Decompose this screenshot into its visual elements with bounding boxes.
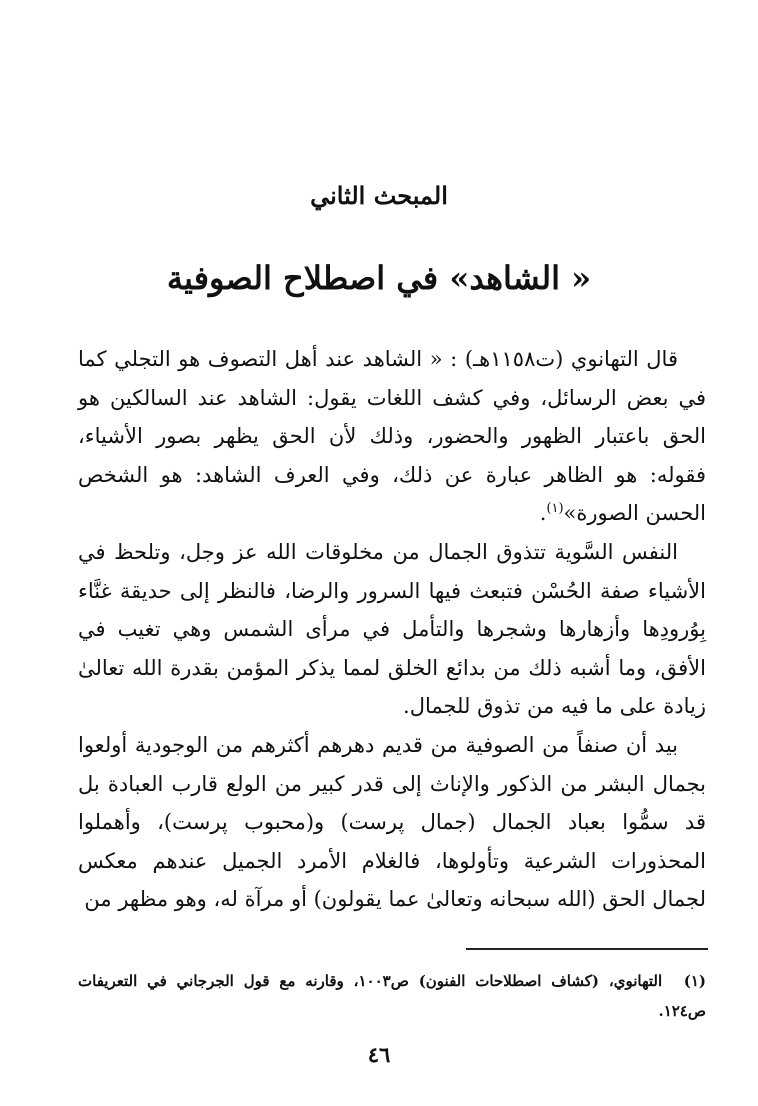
chapter-heading: المبحث الثاني (310, 181, 448, 210)
main-text (78, 340, 706, 919)
paragraph (78, 340, 706, 533)
paragraph: بيد أن صنفاً من الصوفية من قديم دهرهم أكثرهم من الوجودية أولعوا بجمال البشر من الذكور والإناث إلى قدر كبير من الولع قارب العبادة بل قد سمُّوا بعباد الجمال (جمال پرست) و(محبوب پرست)، وأهملوا المحذورات الشرعية وتأولوها، فالغلام الأمرد الجميل عندهم معكس لجمال الحق (الله سبحانه وتعالىٰ عما يقولون) أو مرآة له، وهو مظهر من (78, 732, 706, 912)
footnote (78, 966, 706, 1026)
footnote-separator (466, 948, 708, 950)
paragraph-text: قال التهانوي (ت١١٥٨هـ) : « الشاهد عند أهل التصوف هو التجلي كما في بعض الرسائل، وفي كشف اللغات يقول: الشاهد عند السالكين هو الحق باعتبار الظهور والحضور، وذلك لأن الحق يظهر بصور الأشياء، فقوله: هو الظاهر عبارة عن ذلك، وفي العرف الشاهد: هو الشخص الحسن الصورة» (78, 347, 706, 526)
footnote-text: التهانوي، (كشاف اصطلاحات الفنون) ص١٠٠٣، وقارنه مع قول الجرجاني في التعريفات ص١٢٤. (78, 972, 706, 1020)
footnote-number: (١) (683, 972, 706, 990)
paragraph: النفس السَّوية تتذوق الجمال من مخلوقات الله عز وجل، وتلحظ في الأشياء صفة الحُسْن فتبعث فيها السرور والرضا، فالنظر إلى حديقة غنَّاء بِوُرودِها وأزهارها وشجرها والتأمل في مرأى الشمس وهي تغيب في الأفق، وما أشبه ذلك من بدائع الخلق لمما يذكر المؤمن بقدرة الله تعالىٰ زيادة على ما فيه من تذوق للجمال. (78, 539, 706, 719)
footnote-reference: (١) (546, 501, 564, 517)
page-number: ٤٦ (367, 1042, 391, 1067)
section-title: « الشاهد» في اصطلاح الصوفية (166, 259, 592, 297)
paragraph-tail: . (539, 501, 547, 526)
